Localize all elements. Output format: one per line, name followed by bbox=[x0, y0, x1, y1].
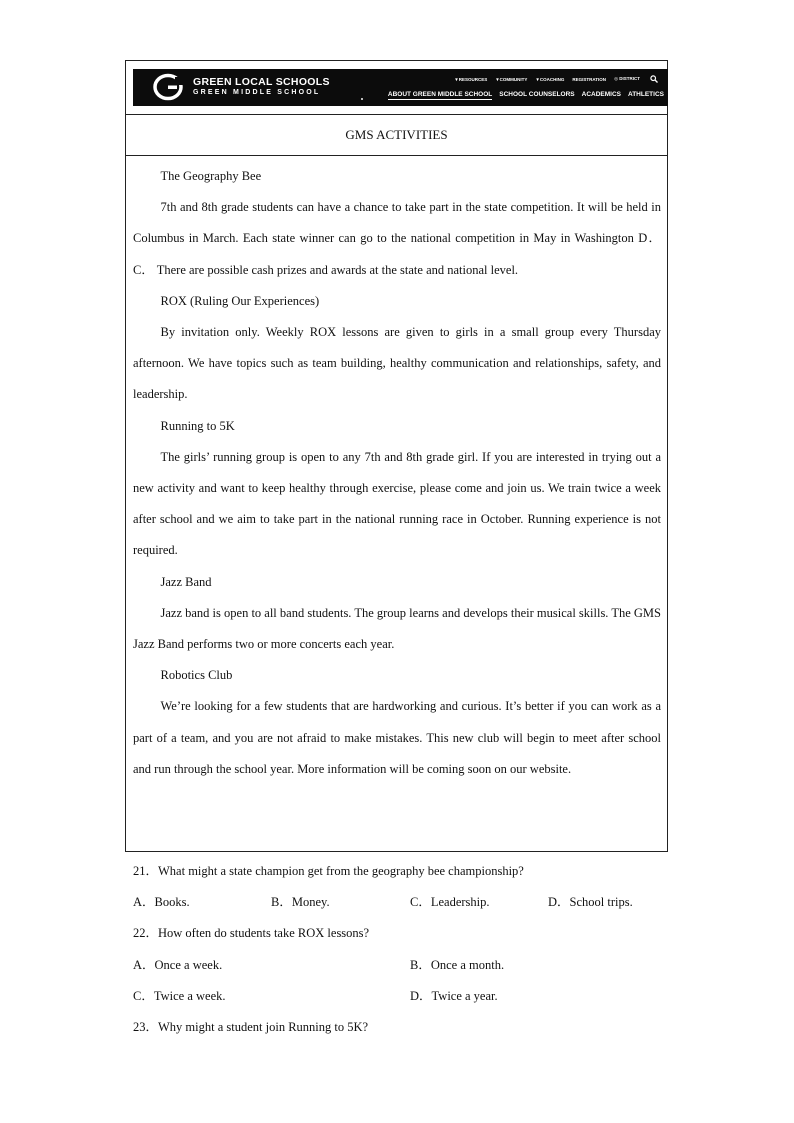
top-link-district[interactable]: ◎ DISTRICT bbox=[614, 76, 640, 81]
banner-cell bbox=[126, 61, 667, 115]
section-heading: Running to 5K bbox=[160, 418, 235, 433]
brand-name: GREEN LOCAL SCHOOLS bbox=[193, 76, 330, 88]
nav-academics[interactable]: ACADEMICS bbox=[581, 91, 621, 98]
top-link-coaching[interactable]: ▼COACHING bbox=[535, 76, 565, 82]
section-heading: ROX (Ruling Our Experiences) bbox=[160, 293, 320, 308]
section-body: The girls’ running group is open to any 7th and 8th grade girl. If you are interested in trying out a new activity and want to keep healthy through exercise, please come and join us. We train twice a week after school and we aim to take part in the national running race in October. Running experience is not required. bbox=[133, 449, 661, 558]
option-c: C．Twice a week. bbox=[133, 988, 226, 1003]
option-d: D．Twice a year. bbox=[410, 988, 498, 1003]
school-website-banner bbox=[133, 69, 668, 106]
top-link-registration[interactable]: REGISTRATION bbox=[572, 76, 607, 82]
main-nav bbox=[388, 91, 664, 100]
top-link-resources[interactable]: ▼RESOURCES bbox=[454, 76, 488, 82]
option-b: B．Money. bbox=[271, 895, 330, 910]
option-b: B．Once a month. bbox=[410, 957, 505, 972]
article-body bbox=[133, 161, 661, 785]
section-heading: Robotics Club bbox=[160, 668, 233, 683]
section-heading: Jazz Band bbox=[160, 574, 212, 589]
section-body: By invitation only. Weekly ROX lessons are given to girls in a small group every Thursday afternoon. We have topics such as team building, healthy communication and relationships, safety, and leadership. bbox=[133, 325, 661, 402]
option-a: A．Once a week. bbox=[133, 957, 223, 972]
question-21: 21．What might a state champion get from the geography bee championship? bbox=[133, 864, 524, 878]
option-a: A．Books. bbox=[133, 895, 190, 910]
question-22: 22．How often do students take ROX lessons? bbox=[133, 926, 370, 941]
section-heading: The Geography Bee bbox=[160, 169, 262, 183]
section-body: Jazz band is open to all band students. The group learns and develops their musical skills. The GMS Jazz Band performs two or more concerts each year. bbox=[133, 605, 661, 652]
top-links bbox=[454, 75, 658, 83]
questions bbox=[133, 856, 673, 1043]
question-22-options-row2 bbox=[133, 981, 673, 1012]
top-link-community[interactable]: ▼COMMUNITY bbox=[495, 76, 528, 82]
nav-about[interactable]: ABOUT GREEN MIDDLE SCHOOL bbox=[387, 91, 493, 98]
question-22-options-row1 bbox=[133, 950, 673, 981]
option-d: D．School trips. bbox=[548, 895, 633, 910]
option-c: C．Leadership. bbox=[410, 895, 490, 910]
nav-athletics[interactable]: ATHLETICS bbox=[628, 91, 664, 98]
brand-subtitle: GREEN MIDDLE SCHOOL bbox=[193, 89, 321, 96]
search-icon[interactable] bbox=[650, 75, 658, 83]
section-body: 7th and 8th grade students can have a chance to take part in the state competition. It will be held in Columbus in March. Each state winner can go to the national competition in May in Washington D．C． There are possible cash prizes and awards at the state and national level. bbox=[133, 200, 661, 277]
nav-counselors[interactable]: SCHOOL COUNSELORS bbox=[499, 91, 575, 98]
section-body: We’re looking for a few students that are hardworking and curious. It’s better if you can work as a part of a team, and you are not afraid to make mistakes. This new club will begin to meet after school and run through the school year. More information will be coming soon on our website. bbox=[133, 699, 661, 776]
page-title: GMS ACTIVITIES bbox=[126, 114, 667, 156]
question-21-options bbox=[133, 887, 673, 918]
g-logo-icon bbox=[153, 73, 183, 101]
question-23: 23．Why might a student join Running to 5K? bbox=[133, 1019, 369, 1034]
